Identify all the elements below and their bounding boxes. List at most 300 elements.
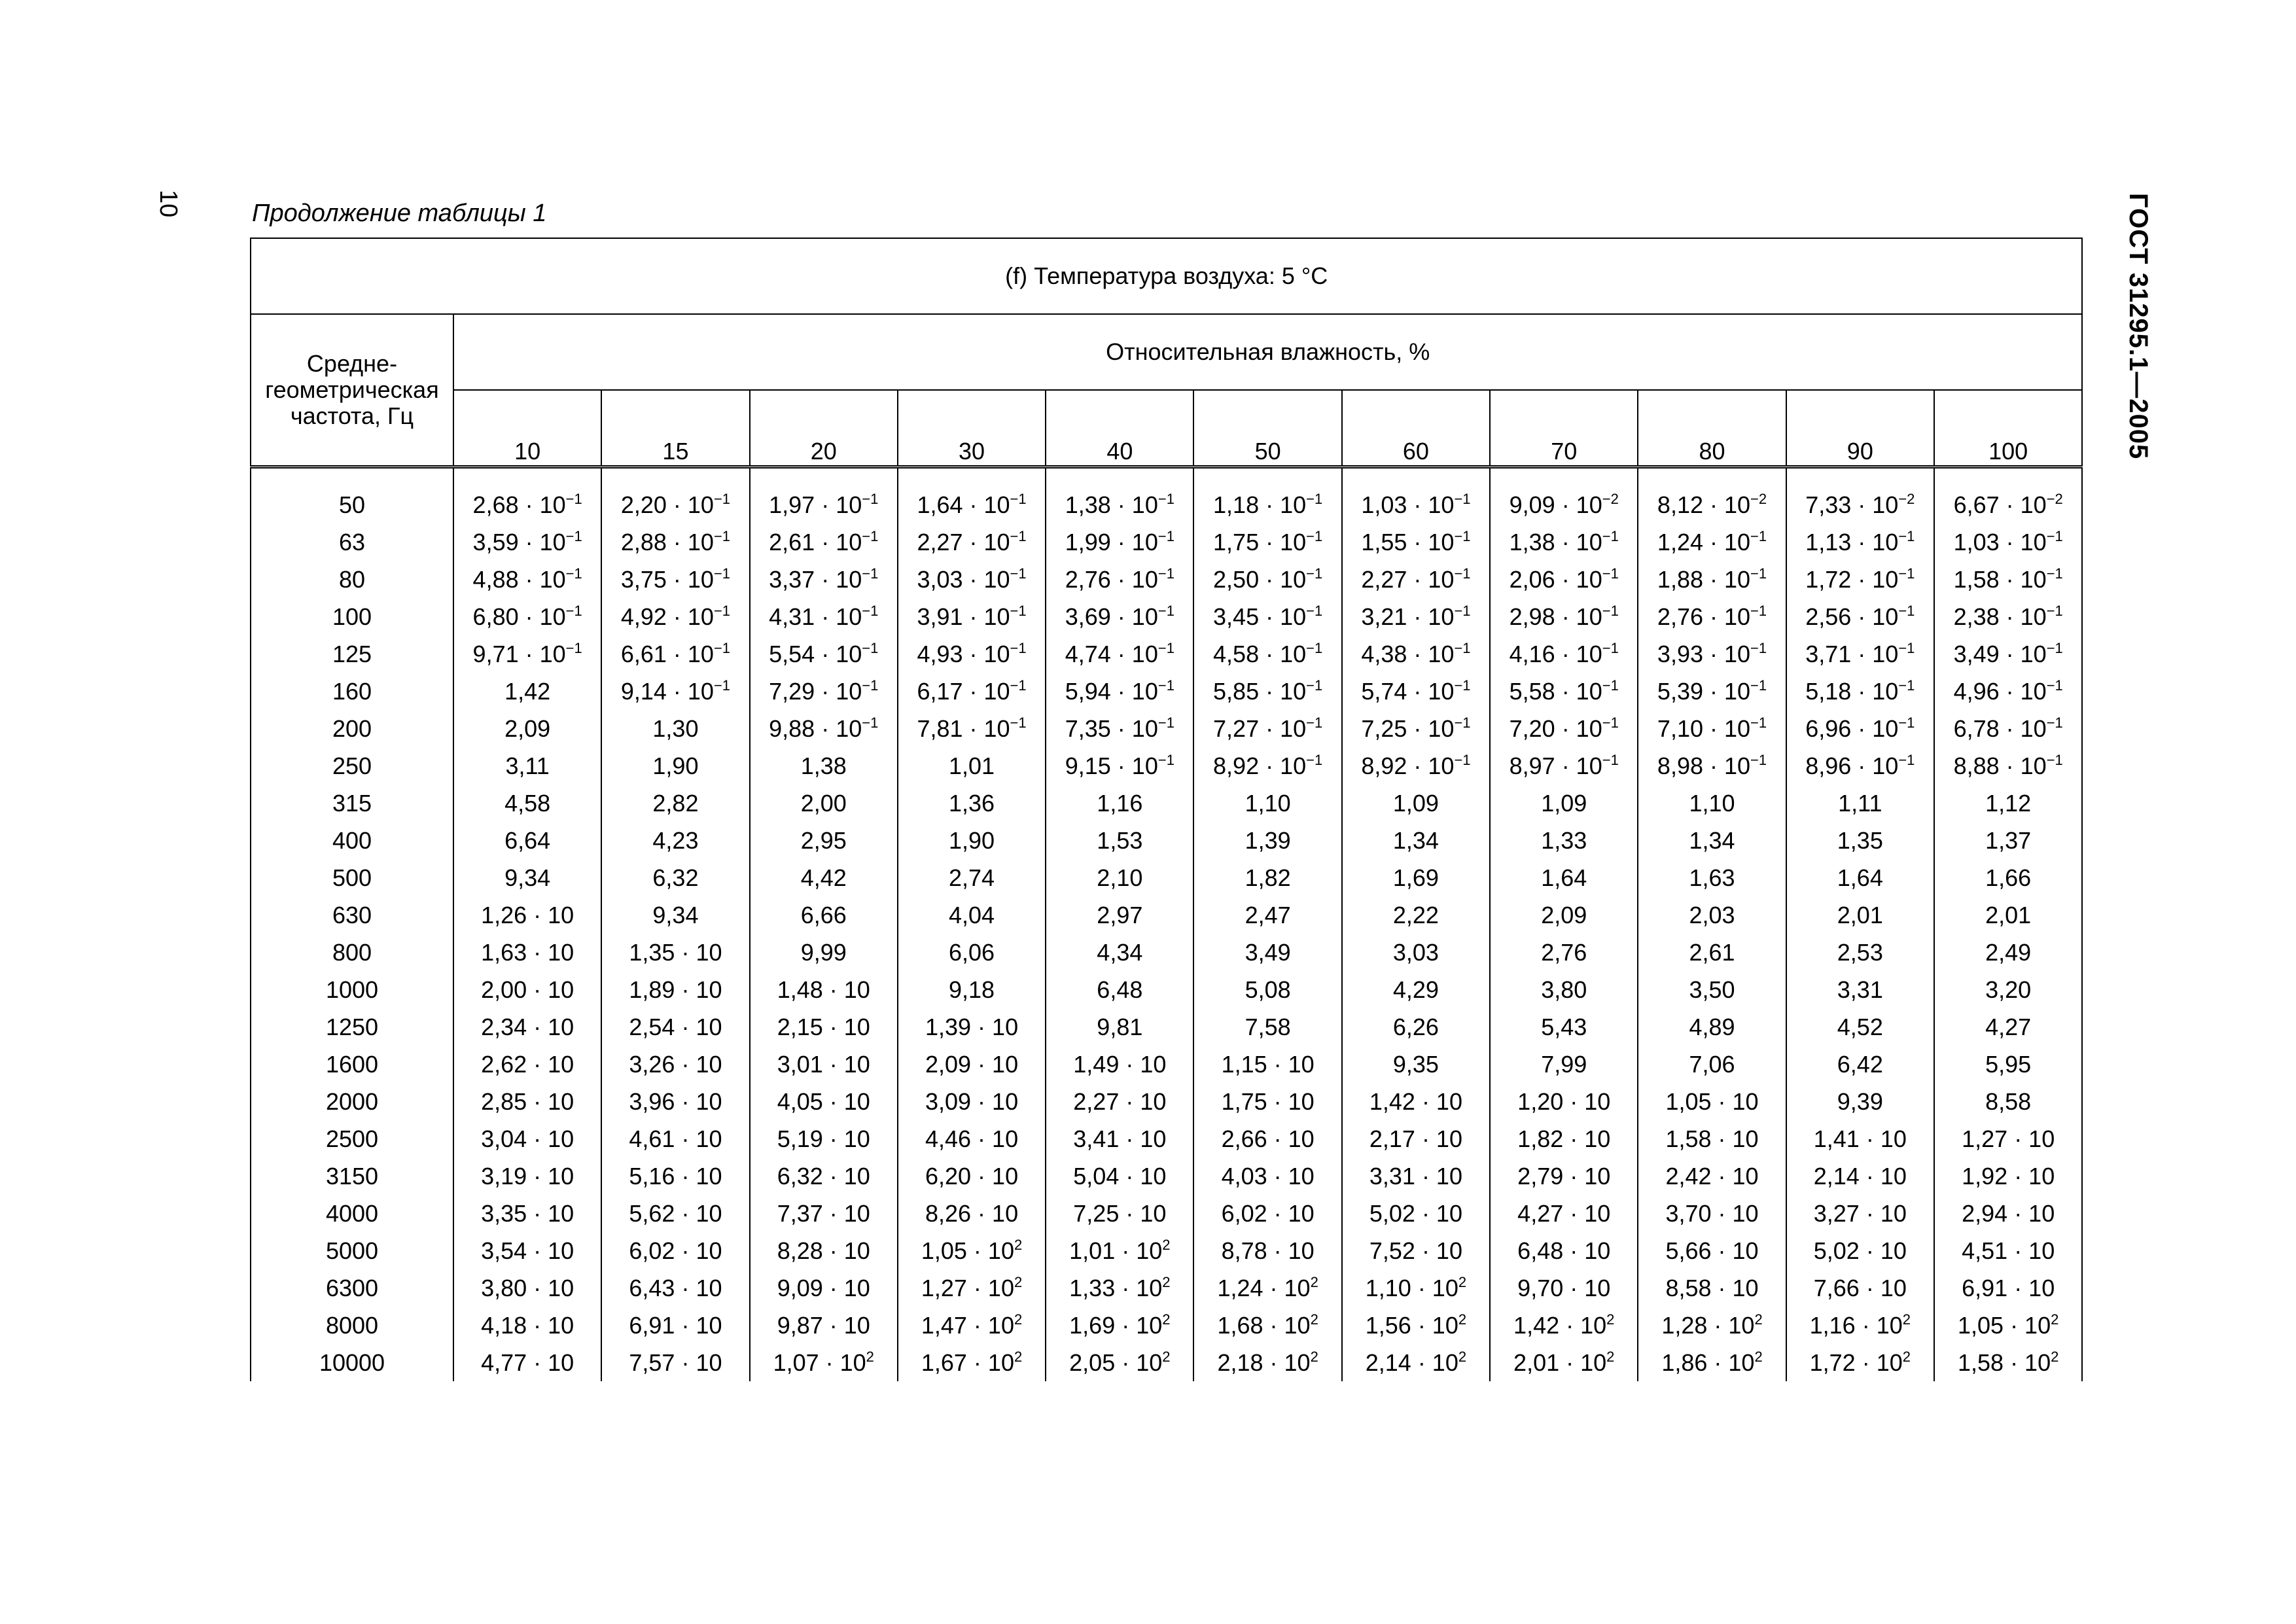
value-cell: 1,89 · 10: [601, 971, 749, 1008]
value-cell: 3,03: [1342, 934, 1490, 971]
exponent: 2: [1606, 1311, 1615, 1328]
value-cell: 1,82 · 10: [1490, 1120, 1638, 1157]
value-cell: $1,38 \cdot 10^{-1}$: [1046, 467, 1193, 524]
value-cell: $1,88 \cdot 10^{-1}$: [1638, 561, 1786, 598]
value-cell: $3,49 \cdot 10^{-1}$: [1934, 635, 2082, 673]
table-body: [251, 467, 2082, 1382]
value-cell: 2,14 · 10: [1786, 1157, 1934, 1195]
exponent: −1: [1602, 751, 1619, 768]
value-cell: 3,04 · 10: [453, 1120, 601, 1157]
value-cell: 1,41 · 10: [1786, 1120, 1934, 1157]
frequency-cell: 800: [251, 934, 453, 971]
value-cell: 6,32: [601, 859, 749, 896]
value-cell: 2,66 · 10: [1193, 1120, 1341, 1157]
table-row: [251, 710, 2082, 747]
exponent: −1: [565, 491, 582, 507]
value-cell: $5,18 \cdot 10^{-1}$: [1786, 673, 1934, 710]
value-cell: 4,58: [453, 785, 601, 822]
value-cell: 5,04 · 10: [1046, 1157, 1193, 1195]
frequency-cell: 8000: [251, 1307, 453, 1344]
value-cell: 2,95: [750, 822, 898, 859]
value-cell: 1,90: [601, 747, 749, 785]
value-cell: 1,01: [898, 747, 1046, 785]
exponent: −1: [1010, 565, 1027, 582]
humidity-column-header: 60: [1342, 390, 1490, 467]
humidity-column-header: 30: [898, 390, 1046, 467]
table-row: [251, 859, 2082, 896]
value-cell: $1,03 \cdot 10^{-1}$: [1342, 467, 1490, 524]
exponent: −1: [1157, 714, 1174, 731]
value-cell: 8,58: [1934, 1083, 2082, 1120]
value-cell: 6,48: [1046, 971, 1193, 1008]
exponent: −1: [1306, 527, 1323, 544]
value-cell: 8,26 · 10: [898, 1195, 1046, 1232]
frequency-cell: 125: [251, 635, 453, 673]
exponent: −1: [1306, 751, 1323, 768]
value-cell: 9,34: [601, 896, 749, 934]
table-row: [251, 467, 2082, 524]
value-cell: $3,91 \cdot 10^{-1}$: [898, 598, 1046, 635]
exponent: −1: [1306, 602, 1323, 619]
value-cell: $1,55 \cdot 10^{-1}$: [1342, 523, 1490, 561]
exponent: −1: [1602, 527, 1619, 544]
attenuation-table: [250, 238, 2083, 1381]
value-cell: 1,38: [750, 747, 898, 785]
table-row: [251, 1269, 2082, 1307]
value-cell: $5,39 \cdot 10^{-1}$: [1638, 673, 1786, 710]
exponent: −1: [862, 565, 879, 582]
humidity-column-header: 20: [750, 390, 898, 467]
value-cell: 2,09: [453, 710, 601, 747]
value-cell: 4,23: [601, 822, 749, 859]
value-cell: 1,35 · 10: [601, 934, 749, 971]
exponent: −1: [1750, 714, 1767, 731]
value-cell: 2,82: [601, 785, 749, 822]
value-cell: 3,31: [1786, 971, 1934, 1008]
value-cell: 6,26: [1342, 1008, 1490, 1046]
value-cell: 9,34: [453, 859, 601, 896]
value-cell: $2,27 \cdot 10^{-1}$: [898, 523, 1046, 561]
frequency-cell: 315: [251, 785, 453, 822]
exponent: −1: [1898, 565, 1915, 582]
value-cell: 9,09 · 10: [750, 1269, 898, 1307]
exponent: −1: [862, 491, 879, 507]
exponent: −1: [862, 527, 879, 544]
value-cell: 6,66: [750, 896, 898, 934]
value-cell: $1,16 \cdot 10^2$: [1786, 1307, 1934, 1344]
value-cell: 4,03 · 10: [1193, 1157, 1341, 1195]
table-row: [251, 1344, 2082, 1381]
exponent: −1: [713, 491, 731, 507]
value-cell: $8,88 \cdot 10^{-1}$: [1934, 747, 2082, 785]
value-cell: 1,66: [1934, 859, 2082, 896]
value-cell: 1,63 · 10: [453, 934, 601, 971]
value-cell: $5,58 \cdot 10^{-1}$: [1490, 673, 1638, 710]
value-cell: 7,06: [1638, 1046, 1786, 1083]
exponent: 2: [1014, 1236, 1023, 1253]
value-cell: $8,96 \cdot 10^{-1}$: [1786, 747, 1934, 785]
value-cell: 1,20 · 10: [1490, 1083, 1638, 1120]
value-cell: $1,07 \cdot 10^2$: [750, 1344, 898, 1381]
exponent: −1: [713, 527, 731, 544]
value-cell: 9,81: [1046, 1008, 1193, 1046]
frequency-cell: 500: [251, 859, 453, 896]
value-cell: 9,39: [1786, 1083, 1934, 1120]
exponent: −1: [2046, 714, 2063, 731]
value-cell: $3,59 \cdot 10^{-1}$: [453, 523, 601, 561]
value-cell: 4,18 · 10: [453, 1307, 601, 1344]
value-cell: $4,31 \cdot 10^{-1}$: [750, 598, 898, 635]
humidity-column-header: 70: [1490, 390, 1638, 467]
value-cell: $1,72 \cdot 10^{-1}$: [1786, 561, 1934, 598]
value-cell: $6,67 \cdot 10^{-2}$: [1934, 467, 2082, 524]
exponent: −1: [2046, 639, 2063, 656]
value-cell: $4,93 \cdot 10^{-1}$: [898, 635, 1046, 673]
exponent: −1: [1454, 751, 1471, 768]
value-cell: $1,99 \cdot 10^{-1}$: [1046, 523, 1193, 561]
value-cell: 4,42: [750, 859, 898, 896]
exponent: −1: [713, 677, 731, 694]
value-cell: $9,71 \cdot 10^{-1}$: [453, 635, 601, 673]
table-row: [251, 747, 2082, 785]
value-cell: 5,95: [1934, 1046, 2082, 1083]
value-cell: $9,14 \cdot 10^{-1}$: [601, 673, 749, 710]
exponent: −1: [1454, 565, 1471, 582]
exponent: −1: [1602, 677, 1619, 694]
value-cell: $4,58 \cdot 10^{-1}$: [1193, 635, 1341, 673]
exponent: −1: [862, 602, 879, 619]
exponent: −1: [1157, 751, 1174, 768]
value-cell: $1,01 \cdot 10^2$: [1046, 1232, 1193, 1269]
table-row: [251, 673, 2082, 710]
exponent: −1: [1157, 565, 1174, 582]
exponent: −1: [1454, 491, 1471, 507]
value-cell: $2,88 \cdot 10^{-1}$: [601, 523, 749, 561]
exponent: −1: [1750, 527, 1767, 544]
value-cell: $1,27 \cdot 10^2$: [898, 1269, 1046, 1307]
exponent: −1: [862, 677, 879, 694]
exponent: 2: [1458, 1311, 1467, 1328]
value-cell: $2,98 \cdot 10^{-1}$: [1490, 598, 1638, 635]
table-row: [251, 934, 2082, 971]
value-cell: 2,03: [1638, 896, 1786, 934]
exponent: 2: [1310, 1311, 1318, 1328]
value-cell: $1,64 \cdot 10^{-1}$: [898, 467, 1046, 524]
value-cell: 2,74: [898, 859, 1046, 896]
value-cell: $1,03 \cdot 10^{-1}$: [1934, 523, 2082, 561]
value-cell: 3,11: [453, 747, 601, 785]
value-cell: 2,85 · 10: [453, 1083, 601, 1120]
value-cell: $4,96 \cdot 10^{-1}$: [1934, 673, 2082, 710]
value-cell: 4,05 · 10: [750, 1083, 898, 1120]
value-cell: 1,35: [1786, 822, 1934, 859]
value-cell: $8,97 \cdot 10^{-1}$: [1490, 747, 1638, 785]
exponent: −1: [2046, 565, 2063, 582]
value-cell: 1,82: [1193, 859, 1341, 896]
humidity-header: Относительная влажность, %: [453, 314, 2082, 390]
value-cell: $1,42 \cdot 10^2$: [1490, 1307, 1638, 1344]
value-cell: 5,19 · 10: [750, 1120, 898, 1157]
value-cell: $3,37 \cdot 10^{-1}$: [750, 561, 898, 598]
value-cell: 1,53: [1046, 822, 1193, 859]
value-cell: $7,33 \cdot 10^{-2}$: [1786, 467, 1934, 524]
value-cell: $2,14 \cdot 10^2$: [1342, 1344, 1490, 1381]
value-cell: 3,35 · 10: [453, 1195, 601, 1232]
frequency-cell: 2000: [251, 1083, 453, 1120]
value-cell: 2,00: [750, 785, 898, 822]
value-cell: $9,15 \cdot 10^{-1}$: [1046, 747, 1193, 785]
exponent: −1: [1306, 639, 1323, 656]
frequency-header-line: частота, Гц: [290, 402, 414, 429]
value-cell: $1,28 \cdot 10^2$: [1638, 1307, 1786, 1344]
value-cell: $8,92 \cdot 10^{-1}$: [1193, 747, 1341, 785]
value-cell: 1,39: [1193, 822, 1341, 859]
exponent: 2: [1162, 1236, 1171, 1253]
value-cell: 6,02 · 10: [601, 1232, 749, 1269]
exponent: −1: [713, 639, 731, 656]
exponent: −1: [1750, 677, 1767, 694]
value-cell: 1,34: [1342, 822, 1490, 859]
exponent: −1: [1306, 565, 1323, 582]
value-cell: 1,33: [1490, 822, 1638, 859]
value-cell: 1,27 · 10: [1934, 1120, 2082, 1157]
table-row: [251, 561, 2082, 598]
value-cell: $1,24 \cdot 10^{-1}$: [1638, 523, 1786, 561]
table-row: [251, 1157, 2082, 1195]
value-cell: $6,61 \cdot 10^{-1}$: [601, 635, 749, 673]
exponent: −1: [1306, 714, 1323, 731]
exponent: 2: [1162, 1311, 1171, 1328]
exponent: −1: [1898, 677, 1915, 694]
exponent: −1: [2046, 527, 2063, 544]
value-cell: 6,43 · 10: [601, 1269, 749, 1307]
value-cell: 3,49: [1193, 934, 1341, 971]
value-cell: 6,06: [898, 934, 1046, 971]
humidity-column-header: 90: [1786, 390, 1934, 467]
value-cell: 1,16: [1046, 785, 1193, 822]
humidity-column-header: 80: [1638, 390, 1786, 467]
exponent: −1: [1750, 751, 1767, 768]
exponent: −1: [1602, 565, 1619, 582]
value-cell: 1,05 · 10: [1638, 1083, 1786, 1120]
table-row: [251, 1008, 2082, 1046]
value-cell: $1,13 \cdot 10^{-1}$: [1786, 523, 1934, 561]
exponent: 2: [1754, 1348, 1763, 1365]
value-cell: $1,10 \cdot 10^2$: [1342, 1269, 1490, 1307]
value-cell: 3,27 · 10: [1786, 1195, 1934, 1232]
exponent: −1: [565, 602, 582, 619]
frequency-cell: 6300: [251, 1269, 453, 1307]
exponent: −1: [1010, 639, 1027, 656]
value-cell: 2,00 · 10: [453, 971, 601, 1008]
value-cell: 1,49 · 10: [1046, 1046, 1193, 1083]
value-cell: 5,16 · 10: [601, 1157, 749, 1195]
frequency-cell: 50: [251, 467, 453, 524]
frequency-cell: 630: [251, 896, 453, 934]
value-cell: $2,20 \cdot 10^{-1}$: [601, 467, 749, 524]
value-cell: 9,99: [750, 934, 898, 971]
value-cell: 2,27 · 10: [1046, 1083, 1193, 1120]
value-cell: 2,61: [1638, 934, 1786, 971]
value-cell: 3,41 · 10: [1046, 1120, 1193, 1157]
value-cell: $9,09 \cdot 10^{-2}$: [1490, 467, 1638, 524]
value-cell: 7,58: [1193, 1008, 1341, 1046]
value-cell: 2,10: [1046, 859, 1193, 896]
exponent: −1: [1010, 677, 1027, 694]
value-cell: $1,72 \cdot 10^2$: [1786, 1344, 1934, 1381]
value-cell: 3,26 · 10: [601, 1046, 749, 1083]
value-cell: $2,05 \cdot 10^2$: [1046, 1344, 1193, 1381]
value-cell: 1,34: [1638, 822, 1786, 859]
value-cell: $2,06 \cdot 10^{-1}$: [1490, 561, 1638, 598]
exponent: −1: [1157, 677, 1174, 694]
value-cell: $3,21 \cdot 10^{-1}$: [1342, 598, 1490, 635]
value-cell: 1,58 · 10: [1638, 1120, 1786, 1157]
value-cell: $4,92 \cdot 10^{-1}$: [601, 598, 749, 635]
exponent: −2: [1898, 491, 1915, 507]
value-cell: $6,78 \cdot 10^{-1}$: [1934, 710, 2082, 747]
value-cell: $3,45 \cdot 10^{-1}$: [1193, 598, 1341, 635]
value-cell: 2,09 · 10: [898, 1046, 1046, 1083]
value-cell: 6,91 · 10: [1934, 1269, 2082, 1307]
value-cell: 1,36: [898, 785, 1046, 822]
frequency-cell: 5000: [251, 1232, 453, 1269]
page-number: 10: [154, 190, 182, 218]
table-row: [251, 1046, 2082, 1083]
frequency-cell: 200: [251, 710, 453, 747]
value-cell: 2,01: [1786, 896, 1934, 934]
value-cell: $2,01 \cdot 10^2$: [1490, 1344, 1638, 1381]
value-cell: $1,47 \cdot 10^2$: [898, 1307, 1046, 1344]
value-cell: $1,68 \cdot 10^2$: [1193, 1307, 1341, 1344]
value-cell: 7,66 · 10: [1786, 1269, 1934, 1307]
section-title: (f) Температура воздуха: 5 °C: [251, 238, 2082, 314]
value-cell: $1,58 \cdot 10^{-1}$: [1934, 561, 2082, 598]
value-cell: 1,11: [1786, 785, 1934, 822]
value-cell: 4,27: [1934, 1008, 2082, 1046]
exponent: −1: [1602, 714, 1619, 731]
exponent: 2: [1902, 1311, 1911, 1328]
value-cell: $1,67 \cdot 10^2$: [898, 1344, 1046, 1381]
value-cell: 2,22: [1342, 896, 1490, 934]
exponent: −1: [713, 602, 731, 619]
exponent: −1: [1454, 639, 1471, 656]
value-cell: 7,37 · 10: [750, 1195, 898, 1232]
value-cell: 4,29: [1342, 971, 1490, 1008]
value-cell: $7,81 \cdot 10^{-1}$: [898, 710, 1046, 747]
exponent: −1: [1010, 527, 1027, 544]
value-cell: 3,20: [1934, 971, 2082, 1008]
value-cell: 3,70 · 10: [1638, 1195, 1786, 1232]
value-cell: $3,93 \cdot 10^{-1}$: [1638, 635, 1786, 673]
exponent: −1: [1602, 602, 1619, 619]
value-cell: $1,75 \cdot 10^{-1}$: [1193, 523, 1341, 561]
exponent: −1: [565, 639, 582, 656]
value-cell: 1,12: [1934, 785, 2082, 822]
value-cell: $1,56 \cdot 10^2$: [1342, 1307, 1490, 1344]
value-cell: 4,51 · 10: [1934, 1232, 2082, 1269]
exponent: −1: [1602, 639, 1619, 656]
value-cell: $2,38 \cdot 10^{-1}$: [1934, 598, 2082, 635]
value-cell: 8,78 · 10: [1193, 1232, 1341, 1269]
exponent: −1: [1750, 602, 1767, 619]
value-cell: 3,50: [1638, 971, 1786, 1008]
value-cell: 2,94 · 10: [1934, 1195, 2082, 1232]
frequency-cell: 1000: [251, 971, 453, 1008]
exponent: −1: [1454, 602, 1471, 619]
humidity-column-header: 100: [1934, 390, 2082, 467]
frequency-cell: 1250: [251, 1008, 453, 1046]
value-cell: 1,64: [1786, 859, 1934, 896]
value-cell: 7,57 · 10: [601, 1344, 749, 1381]
value-cell: 2,47: [1193, 896, 1341, 934]
value-cell: 9,35: [1342, 1046, 1490, 1083]
value-cell: 3,54 · 10: [453, 1232, 601, 1269]
value-cell: $8,98 \cdot 10^{-1}$: [1638, 747, 1786, 785]
exponent: −1: [1898, 751, 1915, 768]
value-cell: $1,97 \cdot 10^{-1}$: [750, 467, 898, 524]
value-cell: 2,34 · 10: [453, 1008, 601, 1046]
humidity-column-header: 50: [1193, 390, 1341, 467]
value-cell: $4,88 \cdot 10^{-1}$: [453, 561, 601, 598]
exponent: 2: [1014, 1348, 1023, 1365]
exponent: −1: [1898, 527, 1915, 544]
value-cell: $1,86 \cdot 10^2$: [1638, 1344, 1786, 1381]
exponent: 2: [1014, 1311, 1023, 1328]
value-cell: 1,30: [601, 710, 749, 747]
value-cell: 1,42: [453, 673, 601, 710]
value-cell: $7,20 \cdot 10^{-1}$: [1490, 710, 1638, 747]
value-cell: $2,68 \cdot 10^{-1}$: [453, 467, 601, 524]
value-cell: 1,37: [1934, 822, 2082, 859]
standard-code: ГОСТ 31295.1—2005: [2124, 193, 2153, 460]
exponent: 2: [1310, 1273, 1318, 1290]
value-cell: 1,15 · 10: [1193, 1046, 1341, 1083]
value-cell: 1,69: [1342, 859, 1490, 896]
exponent: −1: [1010, 714, 1027, 731]
value-cell: 7,25 · 10: [1046, 1195, 1193, 1232]
table-row: [251, 598, 2082, 635]
value-cell: 1,39 · 10: [898, 1008, 1046, 1046]
value-cell: 1,09: [1342, 785, 1490, 822]
frequency-cell: 4000: [251, 1195, 453, 1232]
value-cell: 5,43: [1490, 1008, 1638, 1046]
value-cell: 3,80 · 10: [453, 1269, 601, 1307]
value-cell: 6,42: [1786, 1046, 1934, 1083]
humidity-columns-row: [251, 390, 2082, 467]
value-cell: 3,09 · 10: [898, 1083, 1046, 1120]
table-row: [251, 1232, 2082, 1269]
value-cell: $1,33 \cdot 10^2$: [1046, 1269, 1193, 1307]
value-cell: $8,92 \cdot 10^{-1}$: [1342, 747, 1490, 785]
frequency-cell: 250: [251, 747, 453, 785]
value-cell: 5,62 · 10: [601, 1195, 749, 1232]
value-cell: 4,34: [1046, 934, 1193, 971]
frequency-header: [251, 314, 453, 467]
exponent: −2: [1602, 491, 1619, 507]
table-row: [251, 1083, 2082, 1120]
table-caption: Продолжение таблицы 1: [252, 200, 547, 227]
exponent: 2: [1310, 1348, 1318, 1365]
value-cell: 3,96 · 10: [601, 1083, 749, 1120]
value-cell: $4,74 \cdot 10^{-1}$: [1046, 635, 1193, 673]
value-cell: 9,70 · 10: [1490, 1269, 1638, 1307]
value-cell: $2,76 \cdot 10^{-1}$: [1638, 598, 1786, 635]
exponent: 2: [1458, 1348, 1467, 1365]
exponent: 2: [1606, 1348, 1615, 1365]
value-cell: 7,99: [1490, 1046, 1638, 1083]
value-cell: 2,62 · 10: [453, 1046, 601, 1083]
